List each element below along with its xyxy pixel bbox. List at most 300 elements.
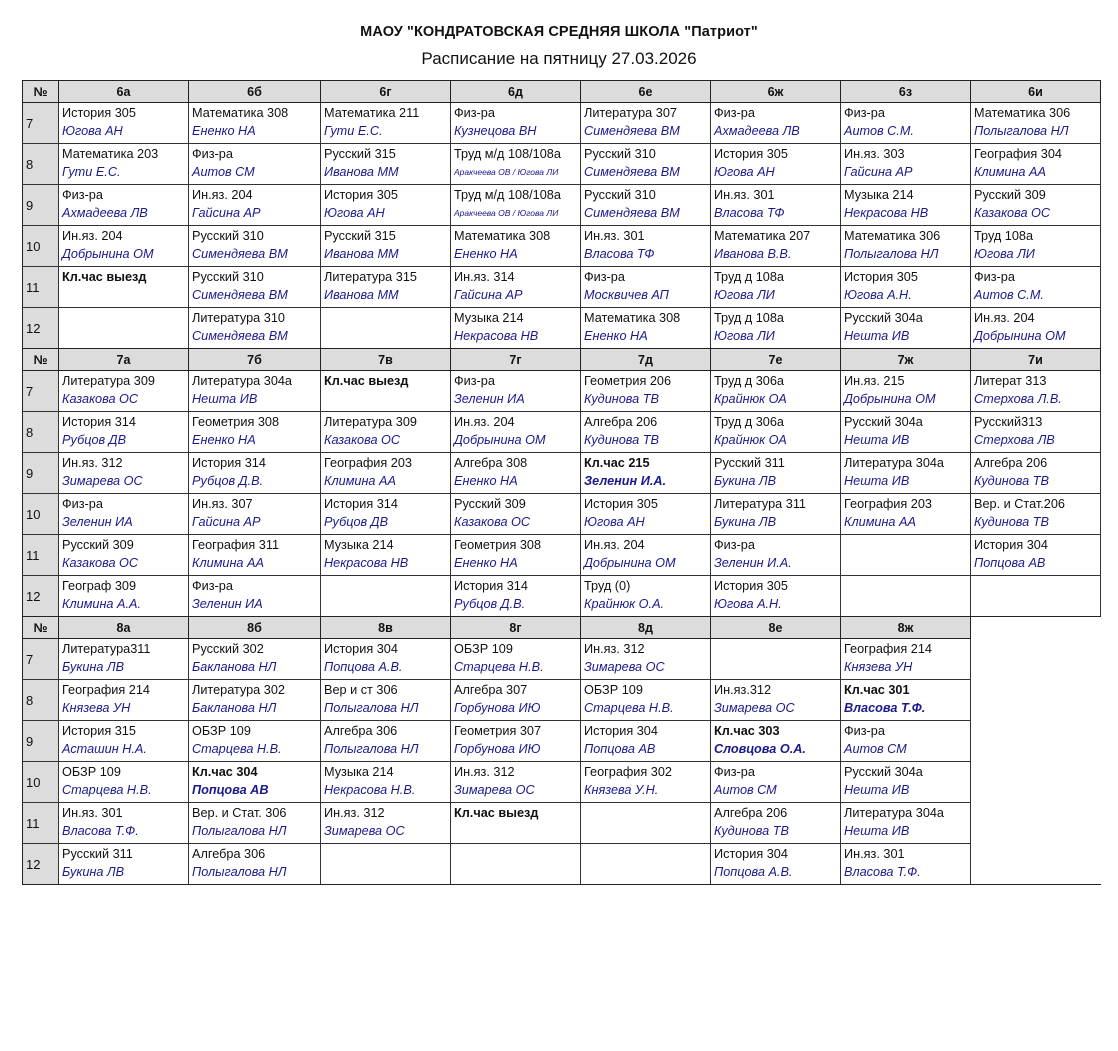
empty-area xyxy=(971,803,1101,844)
subject-room: Русский313 xyxy=(974,415,1043,429)
teacher-name: Кудинова ТВ xyxy=(974,474,1049,488)
subject-room: Физ-ра xyxy=(714,538,755,552)
class-header: 8е xyxy=(711,617,841,639)
subject-room xyxy=(844,536,970,554)
lesson-cell xyxy=(451,680,581,721)
teacher-name: Аитов СМ xyxy=(192,165,255,179)
subject-room: ОБЗР 109 xyxy=(62,765,121,779)
lesson-number: 11 xyxy=(23,535,59,576)
subject-room: Ин.яз. 301 xyxy=(844,847,905,861)
lesson-cell xyxy=(59,639,189,680)
teacher-name: Рубцов ДВ xyxy=(62,433,127,447)
teacher-name xyxy=(324,863,450,882)
lesson-cell xyxy=(451,535,581,576)
teacher-name: Аитов С.М. xyxy=(844,124,914,138)
teacher-name: Климина АА xyxy=(844,515,916,529)
lesson-cell xyxy=(841,494,971,535)
subject-room: Литература 310 xyxy=(192,311,285,325)
lesson-cell xyxy=(189,412,321,453)
teacher-name: Власова ТФ xyxy=(714,206,785,220)
lesson-cell xyxy=(711,680,841,721)
teacher-name: Князева УН xyxy=(62,701,131,715)
subject-room: Кл.час выезд xyxy=(324,374,409,388)
lesson-cell xyxy=(711,308,841,349)
lesson-cell xyxy=(321,639,451,680)
lesson-cell xyxy=(711,844,841,885)
teacher-name: Некрасова НВ xyxy=(324,556,409,570)
subject-room: Русский 304а xyxy=(844,765,923,779)
lesson-row xyxy=(23,721,1101,762)
subject-room: Математика 203 xyxy=(62,147,159,161)
subject-room: Физ-ра xyxy=(714,106,755,120)
lesson-row xyxy=(23,762,1101,803)
empty-area xyxy=(971,844,1101,885)
teacher-name: Зимарева ОС xyxy=(324,824,405,838)
subject-room: География 302 xyxy=(584,765,672,779)
class-header-row xyxy=(23,349,1101,371)
lesson-cell xyxy=(321,103,451,144)
subject-room: Труд д 108а xyxy=(714,270,784,284)
subject-room: История 314 xyxy=(192,456,266,470)
lesson-cell xyxy=(581,803,711,844)
teacher-name: Зеленин ИА xyxy=(62,515,133,529)
lesson-cell xyxy=(451,639,581,680)
teacher-name: Гайсина АР xyxy=(192,515,261,529)
lesson-cell xyxy=(59,535,189,576)
teacher-name: Некрасова НВ xyxy=(844,206,929,220)
teacher-name: Зеленин ИА xyxy=(454,392,525,406)
subject-room: История 305 xyxy=(714,579,788,593)
subject-room: История 304 xyxy=(714,847,788,861)
class-header: 7ж xyxy=(841,349,971,371)
teacher-name: Кузнецова ВН xyxy=(454,124,537,138)
lesson-cell xyxy=(189,226,321,267)
subject-room: Ин.яз. 301 xyxy=(584,229,645,243)
subject-room: Музыка 214 xyxy=(324,765,394,779)
subject-room: Кл.час выезд xyxy=(62,270,147,284)
subject-room: Вер и ст 306 xyxy=(324,683,398,697)
teacher-name: Горбунова ИЮ xyxy=(454,701,541,715)
teacher-name: Полыгалова НЛ xyxy=(192,865,287,879)
teacher-name: Аитов СМ xyxy=(714,783,777,797)
class-header: 8ж xyxy=(841,617,971,639)
subject-room: Физ-ра xyxy=(62,188,103,202)
lesson-cell xyxy=(841,639,971,680)
subject-room: Алгебра 307 xyxy=(454,683,528,697)
lesson-cell xyxy=(711,803,841,844)
subject-room: Литература 304а xyxy=(844,806,944,820)
lesson-cell xyxy=(971,308,1101,349)
lesson-number-header: № xyxy=(23,81,59,103)
teacher-name: Иванова ММ xyxy=(324,288,399,302)
subject-room: Труд 108а xyxy=(974,229,1034,243)
lesson-cell xyxy=(711,639,841,680)
subject-room: История 305 xyxy=(844,270,918,284)
subject-room xyxy=(454,845,580,863)
teacher-name: Ененко НА xyxy=(454,556,518,570)
subject-room xyxy=(584,804,710,822)
empty-header xyxy=(971,617,1101,639)
teacher-name: Бакланова НЛ xyxy=(192,660,277,674)
lesson-number: 7 xyxy=(23,371,59,412)
class-header: 7д xyxy=(581,349,711,371)
subject-room: Ин.яз. 301 xyxy=(62,806,123,820)
lesson-cell xyxy=(189,144,321,185)
teacher-name xyxy=(62,286,188,305)
teacher-name: Попцова А.В. xyxy=(324,660,403,674)
lesson-cell xyxy=(451,576,581,617)
teacher-name: Климина АА xyxy=(324,474,396,488)
lesson-cell xyxy=(581,680,711,721)
class-header: 8а xyxy=(59,617,189,639)
class-header: 6а xyxy=(59,81,189,103)
teacher-name: Крайнюк ОА xyxy=(714,433,787,447)
lesson-cell xyxy=(321,185,451,226)
subject-room: Труд м/д 108/108а xyxy=(454,147,561,161)
lesson-cell xyxy=(581,639,711,680)
lesson-cell xyxy=(59,803,189,844)
class-header: 6г xyxy=(321,81,451,103)
class-header: 8в xyxy=(321,617,451,639)
teacher-name: Симендяева ВМ xyxy=(584,206,680,220)
lesson-cell xyxy=(321,762,451,803)
subject-room xyxy=(714,640,840,658)
lesson-cell xyxy=(581,371,711,412)
class-header: 6и xyxy=(971,81,1101,103)
subject-room: Математика 306 xyxy=(974,106,1071,120)
subject-room: Физ-ра xyxy=(454,374,495,388)
lesson-cell xyxy=(581,494,711,535)
lesson-cell xyxy=(971,103,1101,144)
lesson-cell xyxy=(451,453,581,494)
lesson-number: 10 xyxy=(23,762,59,803)
lesson-cell xyxy=(189,308,321,349)
teacher-name: Симендяева ВМ xyxy=(192,247,288,261)
subject-room: Ин.яз. 307 xyxy=(192,497,253,511)
teacher-name: Югова А.Н. xyxy=(844,288,912,302)
subject-room: Физ-ра xyxy=(454,106,495,120)
teacher-name: Полыгалова НЛ xyxy=(324,742,419,756)
lesson-cell xyxy=(711,371,841,412)
class-header: 6д xyxy=(451,81,581,103)
lesson-cell xyxy=(841,144,971,185)
teacher-name: Нешта ИВ xyxy=(844,474,910,488)
schedule-subtitle: Расписание на пятницу 27.03.2026 xyxy=(421,49,697,68)
lesson-cell xyxy=(321,576,451,617)
lesson-number-header: № xyxy=(23,617,59,639)
subject-room xyxy=(62,309,188,327)
lesson-cell xyxy=(451,412,581,453)
empty-area xyxy=(971,639,1101,680)
teacher-name: Стерхова Л.В. xyxy=(974,392,1062,406)
teacher-name: Югова ЛИ xyxy=(974,247,1035,261)
teacher-name: Добрынина ОМ xyxy=(454,433,546,447)
lesson-row xyxy=(23,844,1101,885)
subject-room: История 314 xyxy=(62,415,136,429)
lesson-cell xyxy=(189,576,321,617)
teacher-name: Добрынина ОМ xyxy=(974,329,1066,343)
lesson-number: 8 xyxy=(23,680,59,721)
lesson-cell xyxy=(321,144,451,185)
lesson-cell xyxy=(971,185,1101,226)
subject-room: Ин.яз. 204 xyxy=(454,415,515,429)
subject-room: География 304 xyxy=(974,147,1062,161)
subject-room xyxy=(844,577,970,595)
lesson-cell xyxy=(189,453,321,494)
subject-room: Алгебра 206 xyxy=(584,415,658,429)
lesson-cell xyxy=(321,535,451,576)
lesson-number: 7 xyxy=(23,103,59,144)
teacher-name: Добрынина ОМ xyxy=(584,556,676,570)
teacher-name: Югова АН xyxy=(62,124,123,138)
subject-room: Ин.яз. 204 xyxy=(62,229,123,243)
class-header: 6б xyxy=(189,81,321,103)
teacher-name: Иванова В.В. xyxy=(714,247,792,261)
teacher-name xyxy=(454,822,580,841)
lesson-row xyxy=(23,371,1101,412)
teacher-name: Нешта ИВ xyxy=(844,329,910,343)
lesson-cell xyxy=(581,226,711,267)
lesson-row xyxy=(23,267,1101,308)
lesson-cell xyxy=(321,412,451,453)
teacher-name: Старцева Н.В. xyxy=(454,660,544,674)
lesson-cell xyxy=(189,762,321,803)
subject-room: Физ-ра xyxy=(974,270,1015,284)
lesson-cell xyxy=(59,721,189,762)
lesson-cell xyxy=(59,680,189,721)
subject-room: Математика 308 xyxy=(584,311,681,325)
subject-room: Математика 308 xyxy=(454,229,551,243)
class-header: 8г xyxy=(451,617,581,639)
subject-room: Алгебра 308 xyxy=(454,456,528,470)
lesson-cell xyxy=(841,267,971,308)
teacher-name: Климина АА xyxy=(192,556,264,570)
teacher-name: Рубцов ДВ xyxy=(324,515,389,529)
subject-room: Русский 310 xyxy=(584,188,656,202)
subject-room: Ин.яз. 303 xyxy=(844,147,905,161)
subject-room: Русский 311 xyxy=(62,847,133,861)
teacher-name: Югова АН xyxy=(324,206,385,220)
teacher-name xyxy=(454,863,580,882)
teacher-name: Букина ЛВ xyxy=(62,660,125,674)
empty-area xyxy=(971,680,1101,721)
teacher-name: Гайсина АР xyxy=(454,288,523,302)
teacher-name: Иванова ММ xyxy=(324,165,399,179)
subject-room: Кл.час 304 xyxy=(192,765,258,779)
subject-room: Физ-ра xyxy=(192,579,233,593)
subject-room: Физ-ра xyxy=(844,724,885,738)
lesson-cell xyxy=(59,762,189,803)
teacher-name: Симендяева ВМ xyxy=(192,329,288,343)
lesson-cell xyxy=(59,844,189,885)
lesson-cell xyxy=(189,535,321,576)
subject-room: История 305 xyxy=(584,497,658,511)
subject-room: Ин.яз. 204 xyxy=(192,188,253,202)
teacher-name: Словцова О.А. xyxy=(714,742,806,756)
subject-room: Геометрия 307 xyxy=(454,724,542,738)
teacher-name: Аракчеева ОВ / Югова ЛИ xyxy=(454,167,559,177)
lesson-cell xyxy=(581,721,711,762)
teacher-name: Асташин Н.А. xyxy=(62,742,147,756)
subject-room: Труд д 306а xyxy=(714,415,784,429)
lesson-number: 11 xyxy=(23,803,59,844)
teacher-name: Власова ТФ xyxy=(584,247,655,261)
lesson-cell xyxy=(451,185,581,226)
teacher-name: Крайнюк ОА xyxy=(714,392,787,406)
teacher-name: Климина АА xyxy=(974,165,1046,179)
subject-room: Русский 304а xyxy=(844,415,923,429)
lesson-row xyxy=(23,535,1101,576)
subject-room: История 305 xyxy=(324,188,398,202)
lesson-number: 11 xyxy=(23,267,59,308)
subject-room: Литература 309 xyxy=(62,374,155,388)
teacher-name xyxy=(62,327,188,346)
subject-room: История 315 xyxy=(62,724,136,738)
lesson-cell xyxy=(581,308,711,349)
subject-room: Русский 315 xyxy=(324,229,396,243)
lesson-cell xyxy=(971,494,1101,535)
teacher-name: Югова ЛИ xyxy=(714,288,775,302)
lesson-row xyxy=(23,412,1101,453)
teacher-name: Ахмадеева ЛВ xyxy=(714,124,800,138)
lesson-cell xyxy=(711,144,841,185)
teacher-name: Попцова АВ xyxy=(192,783,269,797)
teacher-name: Старцева Н.В. xyxy=(62,783,152,797)
lesson-cell xyxy=(971,226,1101,267)
lesson-cell xyxy=(841,226,971,267)
class-header: 8д xyxy=(581,617,711,639)
lesson-cell xyxy=(971,453,1101,494)
lesson-number: 7 xyxy=(23,639,59,680)
subject-room: Музыка 214 xyxy=(454,311,524,325)
lesson-cell xyxy=(841,576,971,617)
teacher-name: Горбунова ИЮ xyxy=(454,742,541,756)
teacher-name: Иванова ММ xyxy=(324,247,399,261)
teacher-name xyxy=(584,822,710,841)
lesson-row xyxy=(23,226,1101,267)
teacher-name: Крайнюк О.А. xyxy=(584,597,665,611)
subject-room: Геометрия 308 xyxy=(454,538,542,552)
class-header: 6е xyxy=(581,81,711,103)
teacher-name xyxy=(844,554,970,573)
subject-room: Литература311 xyxy=(62,642,151,656)
teacher-name: Гути Е.С. xyxy=(62,165,121,179)
lesson-cell xyxy=(841,803,971,844)
lesson-cell xyxy=(451,103,581,144)
school-title: МАОУ "КОНДРАТОВСКАЯ СРЕДНЯЯ ШКОЛА "Патриот" xyxy=(360,24,758,40)
lesson-cell xyxy=(841,412,971,453)
teacher-name: Власова Т.Ф. xyxy=(844,865,921,879)
teacher-name: Зимарева ОС xyxy=(714,701,795,715)
teacher-name: Гайсина АР xyxy=(192,206,261,220)
lesson-cell xyxy=(581,844,711,885)
teacher-name xyxy=(324,390,450,409)
lesson-number: 9 xyxy=(23,721,59,762)
teacher-name: Казакова ОС xyxy=(454,515,531,529)
class-header: 8б xyxy=(189,617,321,639)
subject-room: История 304 xyxy=(584,724,658,738)
teacher-name xyxy=(714,658,840,677)
teacher-name: Полыгалова НЛ xyxy=(324,701,419,715)
lesson-cell xyxy=(451,308,581,349)
subject-room: Математика 308 xyxy=(192,106,289,120)
teacher-name: Казакова ОС xyxy=(324,433,401,447)
lesson-row xyxy=(23,185,1101,226)
lesson-cell xyxy=(711,535,841,576)
teacher-name: Некрасова Н.В. xyxy=(324,783,416,797)
teacher-name: Букина ЛВ xyxy=(714,515,777,529)
teacher-name: Гути Е.С. xyxy=(324,124,383,138)
class-header: 7и xyxy=(971,349,1101,371)
subject-room: История 314 xyxy=(324,497,398,511)
teacher-name: Букина ЛВ xyxy=(714,474,777,488)
teacher-name xyxy=(974,595,1100,614)
class-header-row xyxy=(23,81,1101,103)
teacher-name: Нешта ИВ xyxy=(844,783,910,797)
lesson-cell xyxy=(971,144,1101,185)
subject-room: Труд д 108а xyxy=(714,311,784,325)
teacher-name: Симендяева ВМ xyxy=(584,124,680,138)
teacher-name: Власова Т.Ф. xyxy=(844,701,926,715)
subject-room: Литература 304а xyxy=(192,374,292,388)
lesson-cell xyxy=(711,412,841,453)
lesson-cell xyxy=(189,103,321,144)
subject-room: Вер. и Стат. 306 xyxy=(192,806,287,820)
teacher-name: Югова АН xyxy=(584,515,645,529)
teacher-name: Князева УН xyxy=(844,660,913,674)
lesson-cell xyxy=(189,844,321,885)
lesson-cell xyxy=(189,639,321,680)
subject-room xyxy=(324,845,450,863)
teacher-name: Москвичев АП xyxy=(584,288,669,302)
subject-room xyxy=(324,577,450,595)
lesson-cell xyxy=(59,226,189,267)
subject-room: Русский 302 xyxy=(192,642,264,656)
lesson-row xyxy=(23,144,1101,185)
lesson-cell xyxy=(59,412,189,453)
lesson-cell xyxy=(711,267,841,308)
lesson-cell xyxy=(59,185,189,226)
lesson-cell xyxy=(711,103,841,144)
lesson-cell xyxy=(841,103,971,144)
lesson-number: 9 xyxy=(23,185,59,226)
lesson-cell xyxy=(841,308,971,349)
subject-room: Литература 309 xyxy=(324,415,417,429)
lesson-cell xyxy=(581,453,711,494)
lesson-cell xyxy=(711,576,841,617)
teacher-name: Кудинова ТВ xyxy=(974,515,1049,529)
lesson-number: 12 xyxy=(23,308,59,349)
lesson-cell xyxy=(451,494,581,535)
teacher-name xyxy=(324,327,450,346)
lesson-cell xyxy=(59,308,189,349)
teacher-name: Попцова А.В. xyxy=(714,865,793,879)
lesson-cell xyxy=(321,226,451,267)
lesson-cell xyxy=(451,144,581,185)
teacher-name: Зимарева ОС xyxy=(454,783,535,797)
lesson-cell xyxy=(59,103,189,144)
teacher-name: Рубцов Д.В. xyxy=(192,474,264,488)
lesson-number: 12 xyxy=(23,576,59,617)
lesson-row xyxy=(23,453,1101,494)
teacher-name: Попцова АВ xyxy=(974,556,1046,570)
subject-room xyxy=(974,577,1100,595)
teacher-name: Югова ЛИ xyxy=(714,329,775,343)
lesson-cell xyxy=(189,185,321,226)
lesson-cell xyxy=(711,721,841,762)
subject-room: Ин.яз. 312 xyxy=(324,806,385,820)
lesson-cell xyxy=(841,680,971,721)
